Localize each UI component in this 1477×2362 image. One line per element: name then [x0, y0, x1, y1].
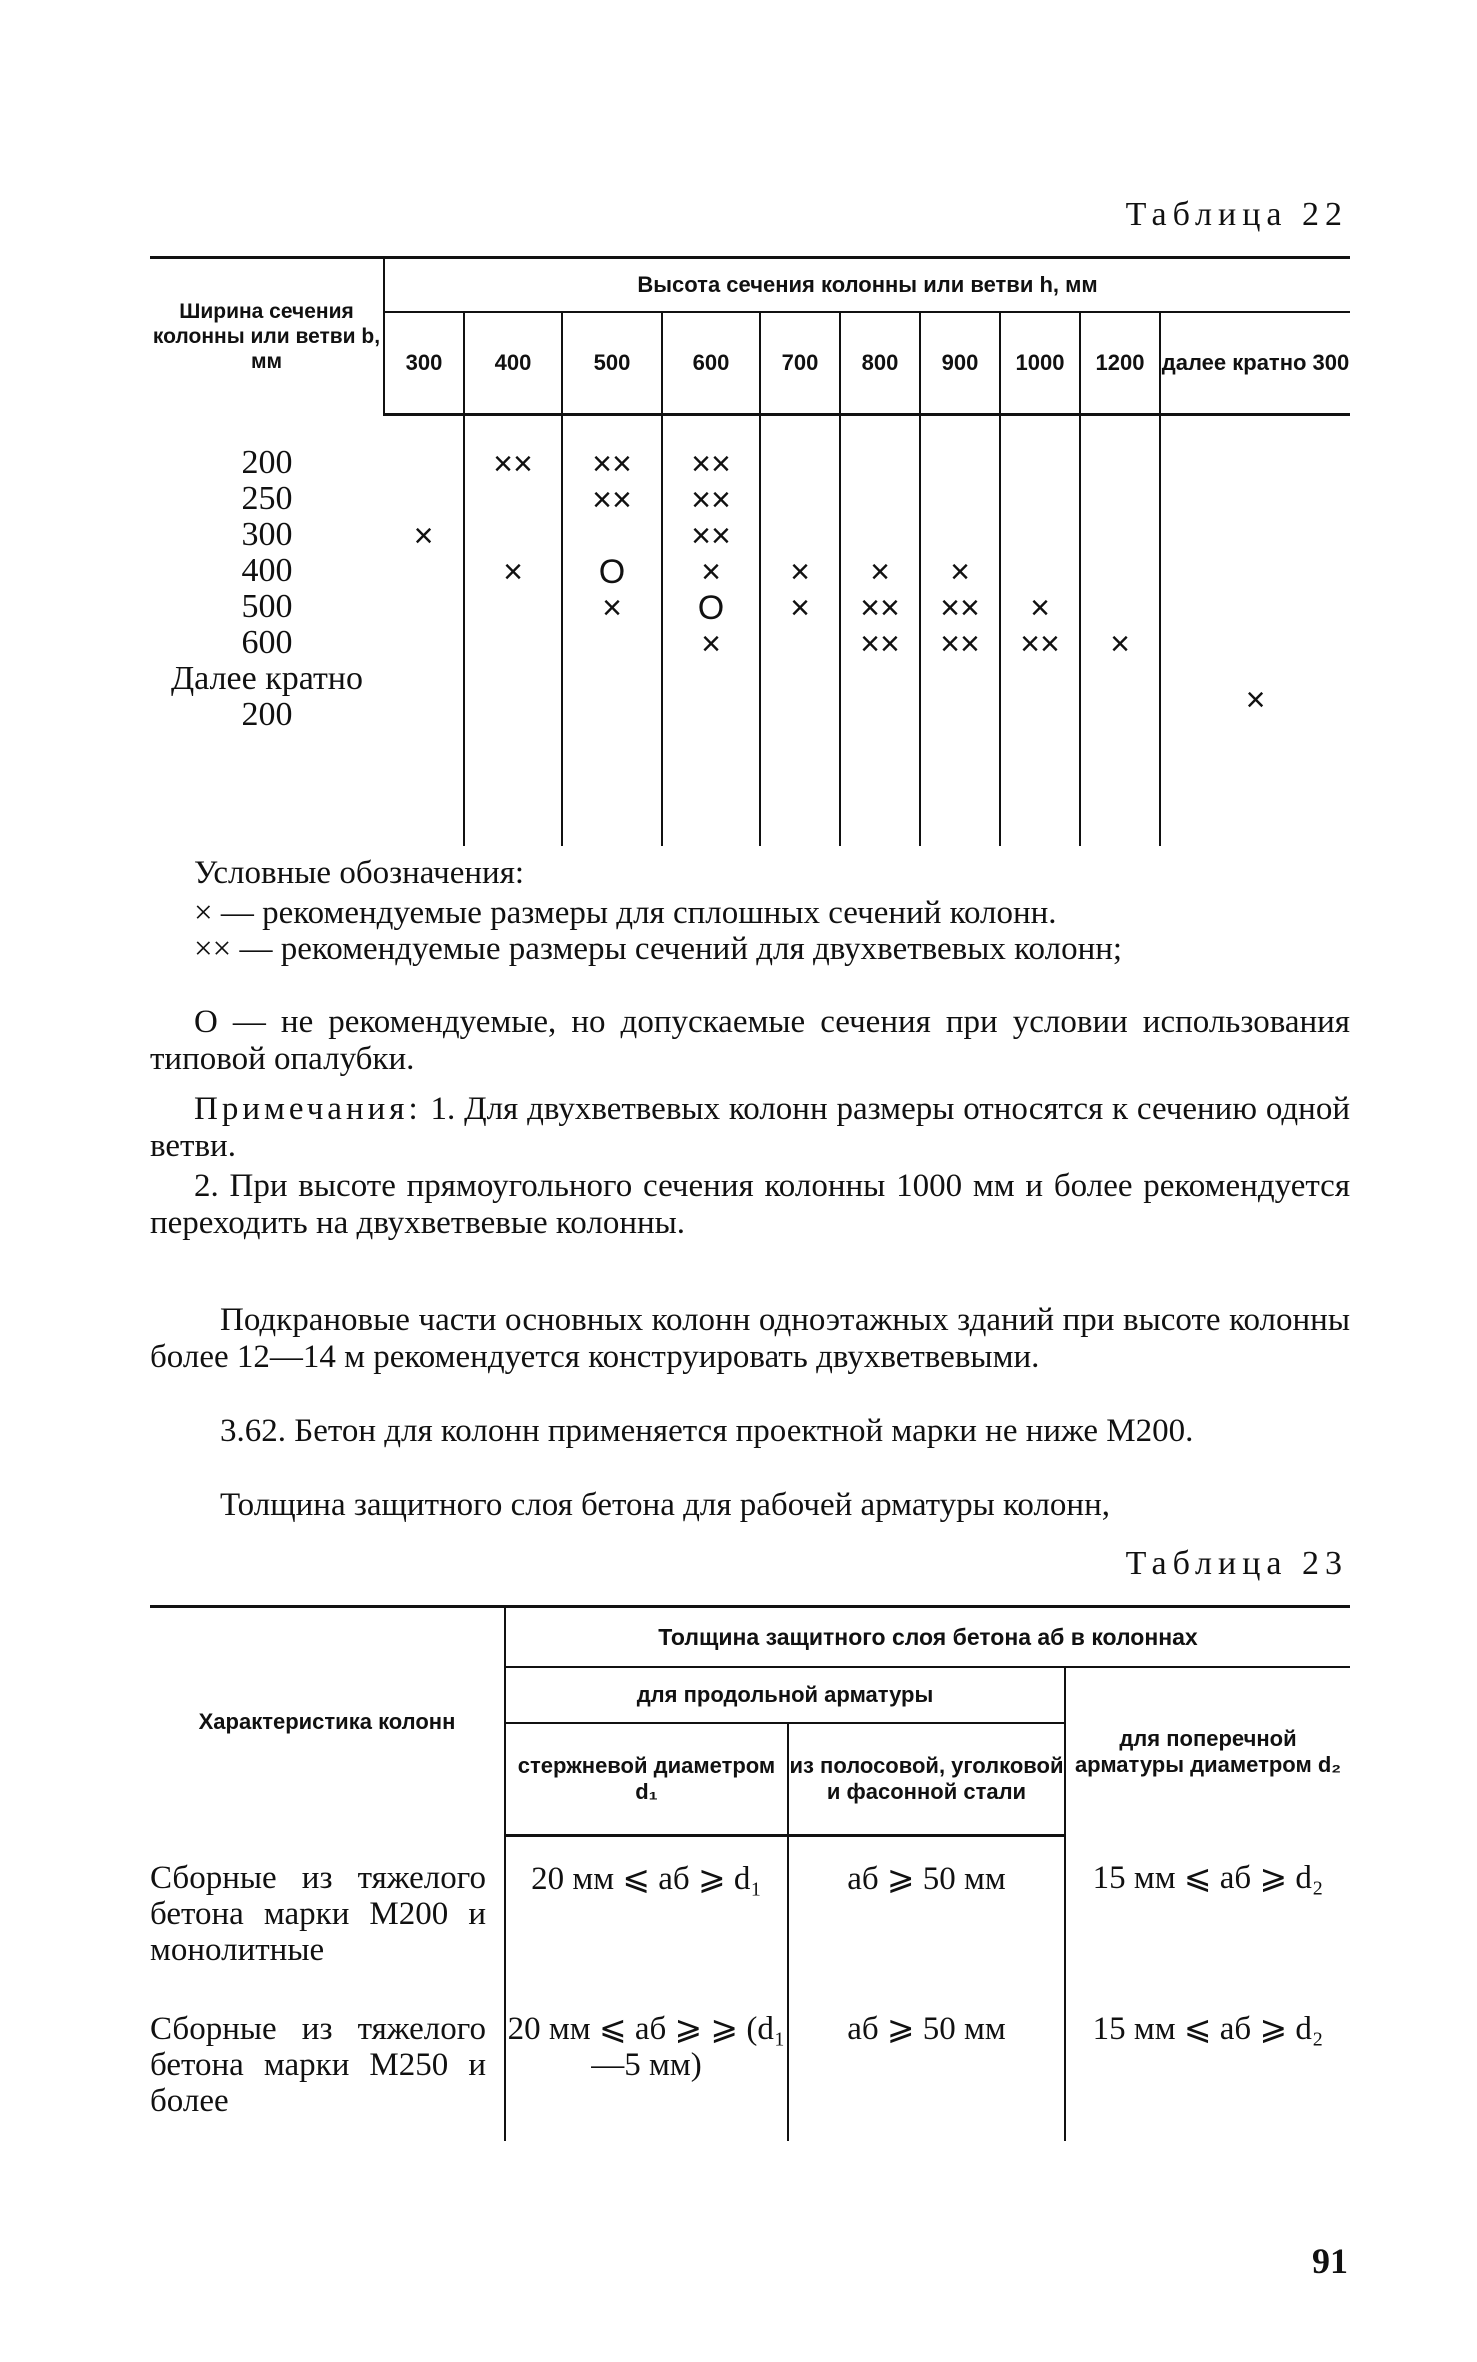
- table-23-header-rod: стержневой диаметром d₁: [505, 1723, 788, 1836]
- row-label: 500: [241, 587, 293, 625]
- table-cell-mark: ×: [790, 589, 810, 627]
- table-cell-mark: [384, 682, 463, 718]
- document-page: [150, 0, 1350, 2362]
- table-cell-mark: [1161, 626, 1350, 662]
- table-cell-mark: [1081, 590, 1159, 626]
- table-cell-mark: [921, 518, 999, 554]
- table-23: [150, 1605, 1350, 2141]
- table-cell-mark: [921, 682, 999, 718]
- table-cell-mark: ×: [950, 553, 970, 591]
- table-cell-mark: [1001, 446, 1079, 482]
- table-cell-mark: ××: [860, 589, 900, 627]
- table-cell-mark: [1001, 682, 1079, 718]
- table-cell-mark: [1001, 554, 1079, 590]
- table-cell-mark: [1081, 518, 1159, 554]
- col-header: 500: [562, 312, 662, 415]
- col-header: 400: [464, 312, 562, 415]
- table-cell-mark: [384, 482, 463, 518]
- table-23-caption: Таблица 23: [1125, 1545, 1348, 1582]
- table-cell-mark: ×: [870, 553, 890, 591]
- table-column: [920, 415, 1000, 847]
- table-column: [464, 415, 562, 847]
- body-paragraph: Подкрановые части основных колонн одноэтажных зданий при высоте колонны более 12—14 м рекомендуется конструировать двухветвевыми.: [150, 1302, 1350, 1375]
- col-header: далее кратно 300: [1160, 312, 1350, 415]
- table-cell-mark: О: [697, 589, 725, 627]
- table-cell-mark: ××: [493, 445, 533, 483]
- table-cell-mark: ×: [1030, 589, 1050, 627]
- table-cell: Сборные из тяжелого бетона марки М200 и монолитные: [150, 1836, 505, 2012]
- table-cell-mark: [1161, 554, 1350, 590]
- table-cell-mark: [384, 626, 463, 662]
- table-cell-mark: [563, 626, 661, 662]
- table-cell-mark: ××: [1020, 625, 1060, 663]
- table-cell-mark: [841, 482, 919, 518]
- table-cell-mark: [384, 590, 463, 626]
- table-cell-mark: [1081, 682, 1159, 718]
- note-2: 2. При высоте прямоугольного сечения колонны 1000 мм и более рекомендуется переходить на двухветвевые колонны.: [150, 1168, 1350, 1241]
- table-cell-mark: [1161, 446, 1350, 482]
- table-cell: 15 мм ⩽ aб ⩾ d₂: [1092, 2011, 1324, 2047]
- table-cell-mark: [761, 682, 839, 718]
- col-header: 1200: [1080, 312, 1160, 415]
- row-labels-column: [150, 415, 384, 847]
- table-column: [760, 415, 840, 847]
- page-number: 91: [1312, 2241, 1348, 2281]
- table-23-header-transverse: для поперечной арматуры диаметром d₂: [1074, 1725, 1342, 1777]
- col-header: 800: [840, 312, 920, 415]
- table-row: [150, 2011, 1350, 2141]
- table-cell-mark: [1081, 446, 1159, 482]
- note-1: [150, 1091, 1350, 1165]
- row-label: 600: [241, 623, 293, 661]
- table-cell-mark: [465, 518, 561, 554]
- table-cell-mark: [1001, 482, 1079, 518]
- table-cell-mark: ××: [860, 625, 900, 663]
- table-23-header-characteristic: Характеристика колонн: [150, 1607, 505, 1836]
- table-cell-mark: [1081, 554, 1159, 590]
- table-cell-mark: [1161, 482, 1350, 518]
- col-header: 700: [760, 312, 840, 415]
- table-cell-mark: [563, 682, 661, 718]
- col-header: 900: [920, 312, 1000, 415]
- table-cell-mark: [465, 482, 561, 518]
- table-column: [384, 415, 464, 847]
- table-cell-mark: ×: [790, 553, 810, 591]
- table-cell-mark: ××: [691, 517, 731, 555]
- table-cell-mark: [761, 626, 839, 662]
- table-cell-mark: [563, 518, 661, 554]
- table-column: [840, 415, 920, 847]
- table-cell: 20 мм ⩽ aб ⩾ ⩾ (d₁—5 мм): [505, 2011, 788, 2141]
- table-cell-mark: [663, 682, 759, 718]
- table-cell-mark: ×: [602, 589, 622, 627]
- note-1-text: 1. Для двухветвевых колонн размеры относятся к сечению одной ветви.: [150, 1091, 1350, 1164]
- table-cell-mark: ×: [1245, 681, 1266, 719]
- table-cell-mark: ××: [592, 445, 632, 483]
- table-column: [562, 415, 662, 847]
- notes-label: Примечания:: [194, 1091, 422, 1127]
- table-cell-mark: [761, 518, 839, 554]
- table-22-span-header: Высота сечения колонны или ветви h, мм: [384, 258, 1350, 313]
- row-label: 200: [241, 443, 293, 481]
- table-cell-mark: [841, 446, 919, 482]
- table-cell-mark: ×: [413, 517, 434, 555]
- table-cell-mark: ××: [691, 445, 731, 483]
- table-cell-mark: [1161, 518, 1350, 554]
- table-cell-mark: [841, 682, 919, 718]
- row-label: 250: [241, 479, 293, 517]
- body-paragraph: Толщина защитного слоя бетона для рабочей арматуры колонн,: [220, 1487, 1110, 1523]
- table-23-header-strip: из полосовой, уголковой и фасонной стали: [788, 1723, 1065, 1836]
- table-cell-mark: [1001, 518, 1079, 554]
- table-cell-mark: ××: [940, 625, 980, 663]
- table-cell-mark: [761, 446, 839, 482]
- table-column: [1080, 415, 1160, 847]
- table-22: [150, 256, 1350, 846]
- table-cell-mark: [465, 682, 561, 718]
- legend-title: Условные обозначения:: [194, 855, 525, 891]
- table-23-header-thickness: Толщина защитного слоя бетона aб в колоннах: [505, 1607, 1350, 1668]
- table-cell-mark: [384, 554, 463, 590]
- table-23-header-longitudinal: для продольной арматуры: [505, 1667, 1065, 1723]
- table-column: [662, 415, 760, 847]
- table-cell-mark: ×: [1110, 625, 1130, 663]
- row-label: 300: [241, 515, 293, 553]
- row-label: 400: [241, 551, 293, 589]
- table-column: [1160, 415, 1350, 847]
- table-22-corner-header: Ширина сечения колонны или ветви b, мм: [150, 258, 384, 415]
- table-cell-mark: ×: [701, 553, 721, 591]
- table-cell-mark: [761, 482, 839, 518]
- col-header: 600: [662, 312, 760, 415]
- legend-item: × — рекомендуемые размеры для сплошных сечений колонн.: [194, 895, 1057, 931]
- table-cell-mark: [465, 626, 561, 662]
- table-cell-mark: ××: [940, 589, 980, 627]
- col-header: 300: [384, 312, 464, 415]
- table-row: [150, 1836, 1350, 2012]
- legend-item: ×× — рекомендуемые размеры сечений для двухветвевых колонн;: [194, 931, 1123, 967]
- table-cell-mark: [921, 482, 999, 518]
- table-cell: aб ⩾ 50 мм: [788, 2011, 1065, 2141]
- table-cell-mark: [841, 518, 919, 554]
- table-cell-mark: [384, 446, 463, 482]
- table-cell: 15 мм ⩽ aб ⩾ d₂: [1092, 1859, 1324, 1896]
- table-22-caption: Таблица 22: [1125, 196, 1348, 233]
- table-cell-mark: ×: [701, 625, 721, 663]
- table-cell-mark: ××: [592, 481, 632, 519]
- table-cell: Сборные из тяжелого бетона марки М250 и более: [150, 2011, 505, 2141]
- table-cell-mark: [1161, 590, 1350, 626]
- body-paragraph: 3.62. Бетон для колонн применяется проектной марки не ниже М200.: [220, 1413, 1194, 1449]
- table-cell-mark: ××: [691, 481, 731, 519]
- table-cell-mark: [921, 446, 999, 482]
- col-header: 1000: [1000, 312, 1080, 415]
- legend-item: О — не рекомендуемые, но допускаемые сечения при условии использования типовой опалубки.: [150, 1004, 1350, 1077]
- table-cell-mark: [465, 590, 561, 626]
- table-cell: aб ⩾ 50 мм: [788, 1836, 1065, 2012]
- table-cell-mark: ×: [503, 553, 523, 591]
- table-cell-mark: О: [598, 553, 626, 591]
- row-label: Далее кратно 200: [170, 659, 363, 733]
- table-cell-mark: [1081, 482, 1159, 518]
- table-cell: 20 мм ⩽ aб ⩾ d₁: [505, 1836, 788, 2012]
- table-column: [1000, 415, 1080, 847]
